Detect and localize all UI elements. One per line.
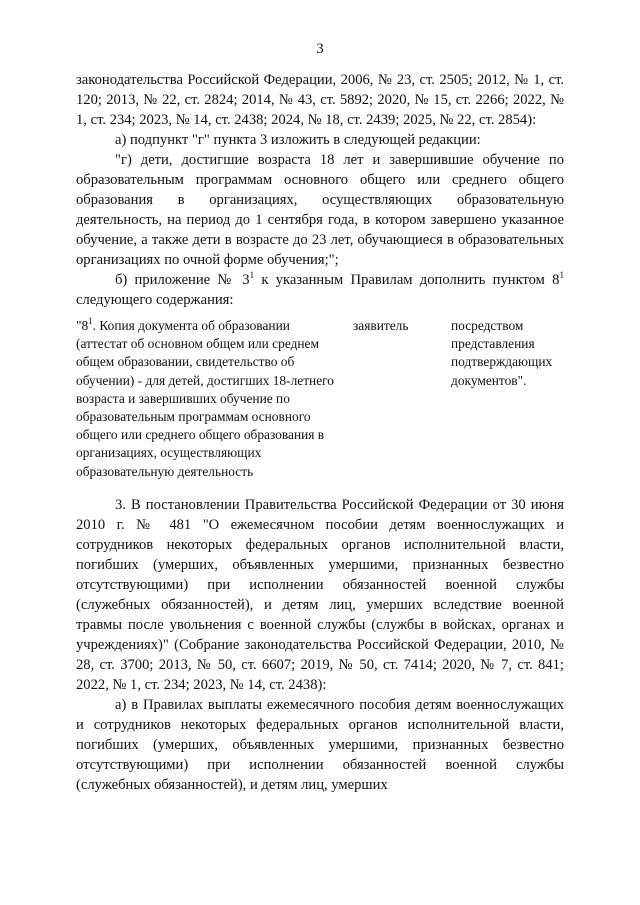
page-number: 3	[316, 41, 324, 57]
paragraph-subitem-g-text: "г) дети, достигшие возраста 18 лет и завершившие обучение по образовательным программам основного общего или среднего общего образования в организациях, осуществляющих образовательную деятельность, на период до 1 сентября года, в котором завершено указанное обучение, а также дети в возрасте до 23 лет, обучающиеся в образовательных организациях по очной форме обучения;";	[76, 152, 564, 268]
appendix-text-before: б) приложение № 3	[115, 272, 250, 288]
appendix-table-row	[76, 317, 564, 481]
appendix-text-middle: к указанным Правилам дополнить пунктом 8	[254, 272, 560, 288]
table-cell-applicant: заявитель	[353, 318, 409, 333]
table-cell-method: посредством представления подтверждающих документов".	[451, 318, 553, 388]
paragraph-legislation-refs: законодательства Российской Федерации, 2006, № 23, ст. 2505; 2012, № 1, ст. 120; 2013, № 22, ст. 2824; 2014, № 43, ст. 5892; 2020, № 15, ст. 2266; 2022, № 1, ст. 234; 2023, № 14, ст. 2438; 2024, № 18, ст. 2439; 2025, № 22, ст. 2854):	[76, 72, 564, 128]
appendix-text-after: следующего содержания:	[76, 292, 234, 308]
paragraph-subitem-b	[76, 270, 564, 310]
paragraph-item-3-subitem-a: а) в Правилах выплаты ежемесячного пособия детям военнослужащих и сотрудников некоторых федеральных органов исполнительной власти, погибших (умерших, объявленных умершими, признанных безвестно отсутствующими) при исполнении обязанностей военной службы (служебных обязанностей), и детям лиц, умерших	[76, 696, 564, 793]
paragraph-item-3: 3. В постановлении Правительства Российской Федерации от 30 июня 2010 г. № 481 "О ежемесячном пособии детям военнослужащих и сотрудников некоторых федеральных органов исполнительной власти, погибших (умерших, объявленных умершими, признанных безвестно отсутствующими) при исполнении обязанностей военной службы (служебных обязанностей), и детям лиц, умерших вследствие военной травмы после увольнения с военной службы (службы в войсках, органах и учреждениях)" (Собрание законодательства Российской Федерации, 2010, № 28, ст. 3700; 2013, № 50, ст. 6607; 2019, № 50, ст. 7414; 2020, № 7, ст. 841; 2022, № 1, ст. 234; 2023, № 14, ст. 2438):	[76, 496, 564, 693]
table-cell-document	[76, 317, 338, 481]
superscript-one: 1	[88, 316, 93, 326]
cell-prefix: "8	[76, 318, 89, 333]
superscript-one: 1	[559, 270, 564, 280]
paragraph-subitem-a: а) подпункт "г" пункта 3 изложить в следующей редакции:	[115, 132, 481, 148]
cell-text: . Копия документа об образовании (аттестат об основном общем или среднем общем образовании, свидетельство об обучении) - для детей, достигших 18-летнего возраста и завершивших обучение по образовательным программам основного общего или среднего общего образования в организациях, осуществляющих образовательную деятельность	[76, 318, 335, 479]
superscript-one: 1	[249, 270, 255, 280]
document-page	[76, 40, 564, 795]
